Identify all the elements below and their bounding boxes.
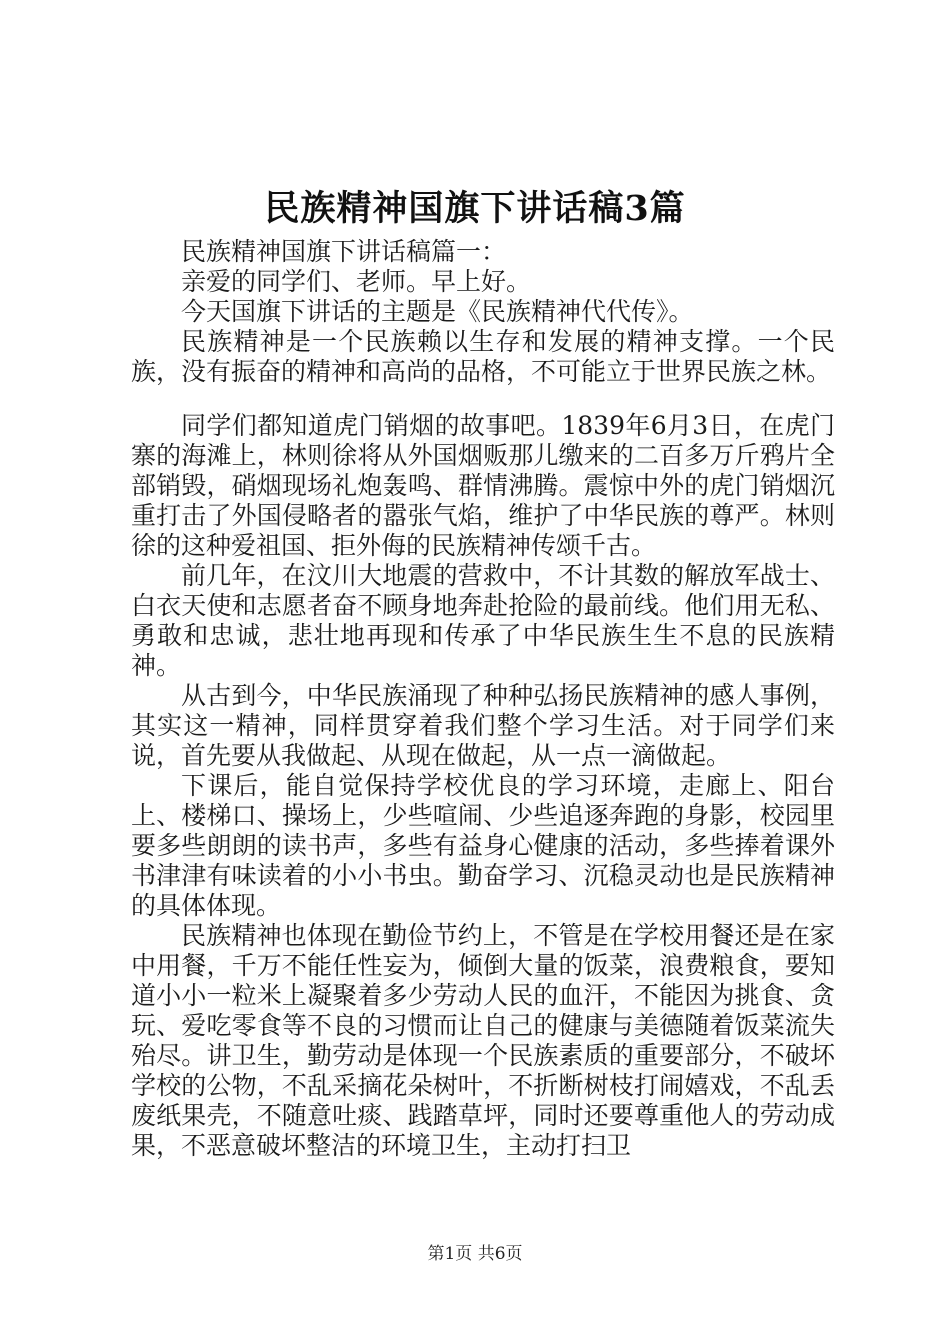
paragraph: 从古到今，中华民族涌现了种种弘扬民族精神的感人事例，其实这一精神，同样贯穿着我们整个学习生活。对于同学们来说，首先要从我做起、从现在做起，从一点一滴做起。 [131,681,835,770]
paragraph: 下课后，能自觉保持学校优良的学习环境，走廊上、阳台上、楼梯口、操场上，少些喧闹、少些追逐奔跑的身影，校园里要多些朗朗的读书声，多些有益身心健康的活动，多些捧着课外书津津有味读着的小小书虫。勤奋学习、沉稳灵动也是民族精神的具体体现。 [131,771,835,920]
page-number-footer: 第1页 共6页 [427,1244,523,1264]
paragraph: 同学们都知道虎门销烟的故事吧。1839年6月3日，在虎门寨的海滩上，林则徐将从外国烟贩那儿缴来的二百多万斤鸦片全部销毁，硝烟现场礼炮轰鸣、群情沸腾。震惊中外的虎门销烟沉重打击了外国侵略者的嚣张气焰，维护了中华民族的尊严。林则徐的这种爱祖国、拒外侮的民族精神传颂千古。 [131,411,835,560]
paragraph: 民族精神是一个民族赖以生存和发展的精神支撑。一个民族，没有振奋的精神和高尚的品格，不可能立于世界民族之林。 [131,327,835,386]
document-title: 民族精神国旗下讲话稿3篇 [264,188,686,229]
paragraph: 民族精神也体现在勤俭节约上，不管是在学校用餐还是在家中用餐，千万不能任性妄为，倾倒大量的饭菜，浪费粮食，要知道小小一粒米上凝聚着多少劳动人民的血汗，不能因为挑食、贪玩、爱吃零食等不良的习惯而让自己的健康与美德随着饭菜流失殆尽。讲卫生，勤劳动是体现一个民族素质的重要部分，不破坏学校的公物，不乱采摘花朵树叶，不折断树枝打闹嬉戏，不乱丢废纸果壳，不随意吐痰、践踏草坪，同时还要尊重他人的劳动成果，不恶意破坏整洁的环境卫生，主动打扫卫 [131,921,835,1160]
document-body [131,237,835,1161]
paragraph: 民族精神国旗下讲话稿篇一： [181,237,507,266]
paragraph: 前几年，在汶川大地震的营救中，不计其数的解放军战士、白衣天使和志愿者奋不顾身地奔赴抢险的最前线。他们用无私、勇敢和忠诚，悲壮地再现和传承了中华民族生生不息的民族精神。 [131,561,835,680]
paragraph: 今天国旗下讲话的主题是《民族精神代代传》。 [181,297,694,326]
paragraph: 亲爱的同学们、老师。早上好。 [181,267,532,296]
